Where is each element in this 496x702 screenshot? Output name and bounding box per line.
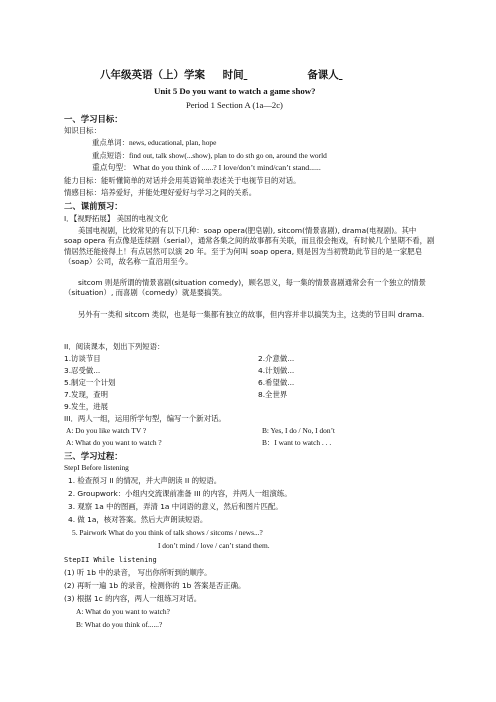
phrase-item: 9.发生，进展 — [64, 402, 109, 411]
step2-item: (3) 根据 1c 的内容，两人一组练习对话。 — [64, 594, 202, 603]
phrase-item: 4.计划做... — [258, 366, 295, 375]
step2-heading: StepII While listening — [64, 556, 157, 564]
period-heading: Period 1 Section A (1a—2c) — [186, 100, 283, 110]
worksheet-title: 八年级英语（上）学案 — [100, 69, 205, 81]
step1-item: 5. Pairwork What do you think of talk shows / sitcoms / news...? — [72, 528, 263, 537]
section-preview-title: 二、课前预习： — [64, 201, 123, 211]
section-process-title: 三、学习过程： — [64, 451, 123, 461]
ability-goal: 能力目标：能听懂简单的对话并会用英语简单表述关于电视节目的对话。 — [64, 176, 301, 185]
phrase-item: 7.发现，查明 — [64, 390, 109, 399]
phrase-item: 1.访谈节目 — [64, 354, 101, 363]
phrase-item: 6.希望做... — [258, 378, 295, 387]
step1-heading: StepI Before listening — [64, 463, 129, 472]
step1-item: 3. 观察 1a 中的图画，弄清 1a 中词语的意义，然后和图片匹配。 — [68, 502, 283, 511]
step2-item: (1) 听 1b 中的录音， 写出你所听到的顺序。 — [64, 568, 212, 577]
phrase-item: 8.全世界 — [258, 390, 288, 399]
final-dialog-b: B: What do you think of......? — [76, 620, 163, 629]
unit-heading: Unit 5 Do you want to watch a game show? — [154, 86, 316, 96]
dialog-task-heading: III．两人一组，运用所学句型，编写一个新对话。 — [64, 414, 226, 423]
phrase-task-heading: II．阅读课本，划出下列短语： — [64, 342, 165, 351]
step1-subline: I don’t mind / love / can’t stand them. — [158, 541, 270, 550]
preparer-blank[interactable] — [339, 70, 399, 80]
dialog-b1: B: Yes, I do / No, I don’t — [262, 426, 335, 435]
phrase-item: 3.忍受做... — [64, 366, 101, 375]
key-vocab: 重点单词：news, educational, plan, hope — [92, 138, 217, 147]
dialog-b2: B：I want to watch . . . — [262, 438, 332, 447]
key-sentences: 重点句型： What do you think of ......? I love/don’t mind/can’t stand...... — [92, 163, 321, 172]
tv-culture-paragraph-2: sitcom 则是所谓的情景喜剧(situation comedy)，顾名思义，每一集的情景喜剧通常会有一个独立的情景（situation）, 而喜剧（comedy）就是要搞笑。 — [64, 278, 426, 298]
worksheet-title-line — [100, 70, 399, 80]
tv-culture-paragraph-1: 美国电视剧，比较常见的有以下几种：soap opera(肥皂剧), sitcom(情景喜剧), drama(电视剧)。其中 soap opera 有点像是连续剧（serial），通常各集之间的故事都有关联，而且很会拖戏，有时候几个星期不看，剧情居然还能接得上！有点居然可以演 20 年。至于为何叫 soap opera, 则是因为当初赞助此节目的是一家肥皂（soap）公司，故名称一直沿用至今。 — [64, 226, 435, 267]
time-blank[interactable] — [244, 70, 290, 80]
vision-expand-heading: I．【视野拓展】 美国的电视文化 — [64, 214, 169, 223]
preparer-label: 备课人 — [307, 69, 339, 81]
step1-item: 2. Groupwork：小组内交流课前准备 III 的内容，并两人一组演练。 — [68, 489, 292, 498]
time-label: 时间 — [222, 69, 244, 81]
emotion-goal: 情感目标：培养爱好，并能处理好爱好与学习之间的关系。 — [64, 188, 257, 197]
step2-item: (2) 再听一遍 1b 的录音，检测你的 1b 答案是否正确。 — [64, 581, 246, 590]
dialog-a1: A: Do you like watch TV ? — [66, 426, 147, 435]
step1-item: 1. 检查预习 II 的情况，并大声朗读 II 的短语。 — [68, 476, 222, 485]
dialog-a2: A: What do you want to watch ? — [66, 438, 162, 447]
section-goals-title: 一、学习目标： — [64, 114, 123, 124]
phrase-item: 5.制定一个计划 — [64, 378, 116, 387]
knowledge-goal-label: 知识目标： — [64, 126, 101, 135]
tv-culture-paragraph-3: 另外有一类和 sitcom 类似，也是每一集都有独立的故事，但内容并非以搞笑为主，这类的节目叫 drama. — [78, 310, 425, 319]
key-phrases: 重点短语：find out, talk show(...show), plan to do sth go on, around the world — [92, 151, 327, 160]
phrase-item: 2.介意做... — [258, 354, 295, 363]
step1-item: 4. 做 1a，核对答案。然后大声朗读短语。 — [68, 515, 208, 524]
final-dialog-a: A: What do you want to watch? — [76, 607, 170, 616]
